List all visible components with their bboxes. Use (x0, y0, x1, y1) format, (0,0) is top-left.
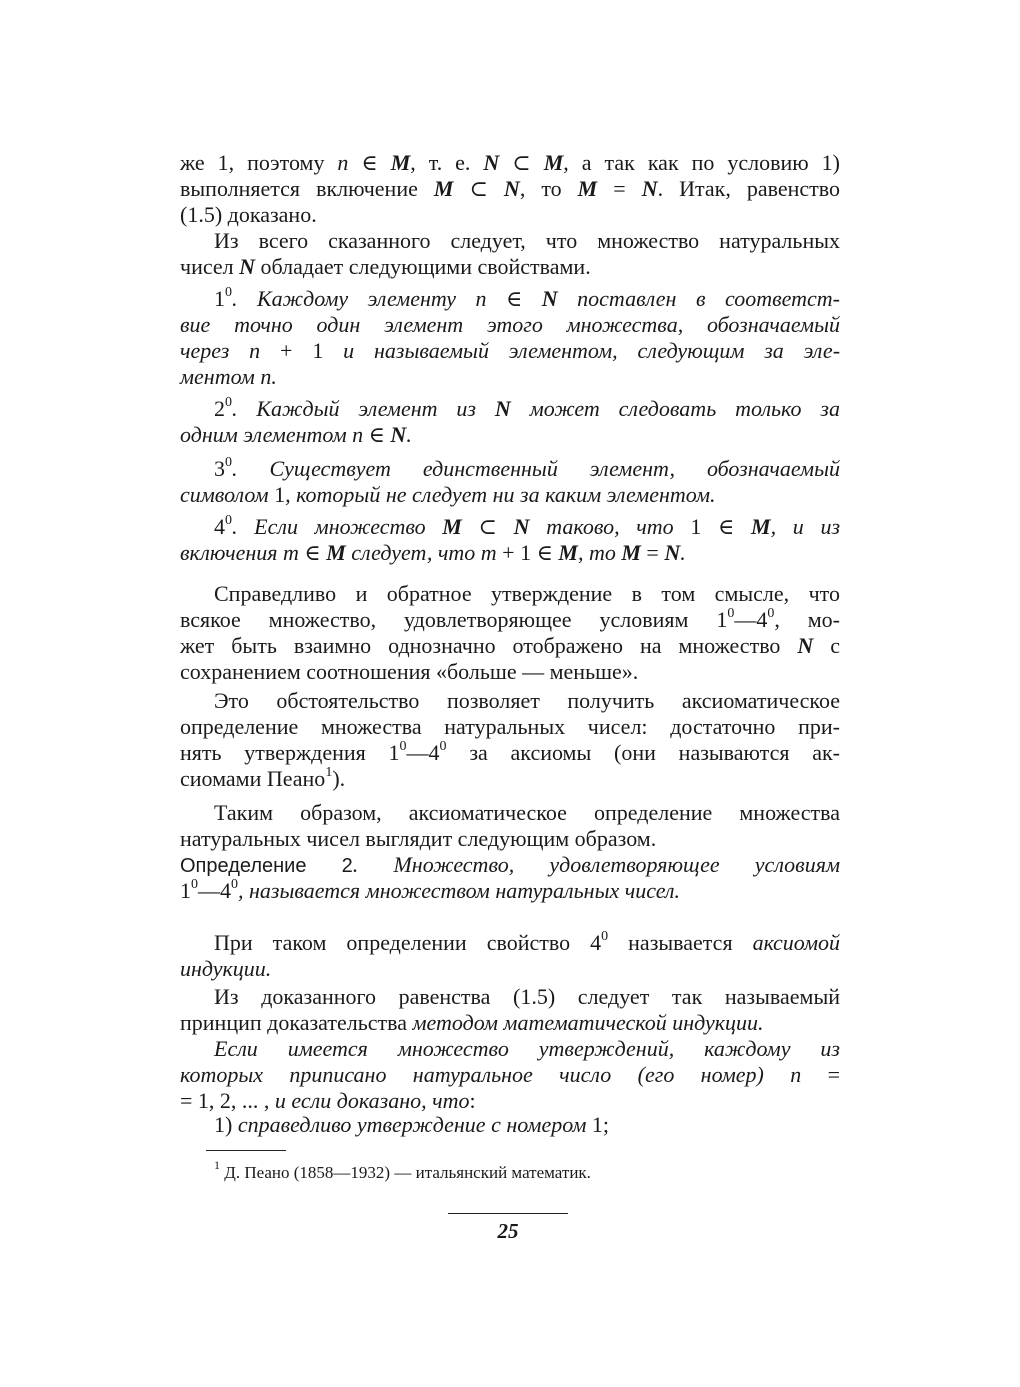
math-set: N (239, 254, 256, 279)
text-run: обладает следующими свойствами. (255, 254, 591, 279)
degree-mark: 0 (225, 284, 232, 300)
property-1 (180, 286, 840, 390)
math-number: 4 (220, 878, 231, 903)
text-run: 1; (591, 1112, 610, 1137)
text-line (180, 607, 840, 633)
text-run: . Множество, удовлетворяющее условиям (352, 852, 840, 877)
text-run: сохранением соотношения «больше — меньше». (180, 659, 639, 684)
math-symbol: + (280, 338, 293, 363)
text-run: через (180, 338, 250, 363)
paragraph-proof-end (180, 150, 840, 228)
text-run: индукции. (180, 956, 272, 981)
math-symbol: — (198, 878, 220, 903)
text-run: всякое множество, удовлетворяющее условиям (180, 607, 717, 632)
text-run: методом математической индукции. (412, 1010, 764, 1035)
math-set: M (543, 150, 564, 175)
text-run: с (813, 633, 840, 658)
text-line (180, 338, 840, 364)
text-run: символом (180, 482, 275, 507)
text-run: сиомами Пеано (180, 766, 326, 791)
math-symbol: — (406, 740, 429, 765)
text-line (180, 633, 840, 659)
property-3 (180, 456, 840, 508)
footnote-mark: 1 (214, 1158, 220, 1173)
text-run: может следовать только за (510, 396, 840, 421)
math-symbol: ⊂ (512, 150, 531, 175)
math-symbol: ∈ (361, 150, 378, 175)
math-set: N (641, 176, 658, 201)
degree-mark: 0 (399, 738, 407, 754)
degree-mark: 0 (727, 605, 735, 621)
math-number: 1 (716, 607, 728, 632)
property-number: 3 (214, 456, 225, 481)
definition-label: Определение 2 (180, 855, 353, 877)
math-set: M (390, 150, 411, 175)
text-run: , мо- (774, 607, 841, 632)
text-line (180, 202, 840, 228)
math-set: N (513, 514, 530, 539)
text-run: Из всего сказанного следует, что множество натуральных (214, 228, 840, 253)
math-var: n (352, 422, 364, 447)
text-run: = 1, 2, ... , (180, 1088, 275, 1113)
math-var: n (790, 1062, 802, 1087)
math-set: M (433, 176, 454, 201)
math-set: M (442, 514, 462, 539)
math-number: 1 (690, 514, 702, 539)
math-number: 4 (756, 607, 768, 632)
degree-mark: 0 (191, 876, 198, 892)
math-symbol: ∈ (536, 540, 553, 565)
footnote-text: Д. Пеано (1858—1932) — итальянский математик. (220, 1163, 591, 1182)
math-set: M (751, 514, 771, 539)
text-run: поставлен в соответст- (557, 286, 840, 311)
math-number: 1 (520, 540, 532, 565)
text-line (180, 826, 840, 852)
degree-mark: 0 (601, 928, 609, 944)
text-line (180, 581, 840, 607)
footnote-divider (206, 1150, 286, 1151)
text-run: чисел (180, 254, 240, 279)
math-number: 4 (590, 930, 602, 955)
text-line (180, 659, 840, 685)
text-run: вие точно один элемент этого множества, обозначаемый (180, 312, 840, 337)
math-symbol: = (613, 176, 626, 201)
text-line (180, 1036, 840, 1062)
text-run: аксиомой (752, 930, 841, 955)
text-run: Это обстоятельство позволяет получить аксиоматическое (214, 688, 840, 713)
page-number-divider (448, 1213, 568, 1214)
degree-mark: 0 (439, 738, 447, 754)
text-line (180, 1112, 840, 1138)
property-number: 4 (214, 514, 225, 539)
degree-mark: 0 (225, 512, 232, 528)
text-line: одним элементом n ∈ N. (180, 422, 412, 447)
text-line (180, 800, 840, 826)
text-line (180, 150, 840, 176)
text-line (180, 1010, 840, 1036)
text-run: Справедливо и обратное утверждение в том смысле, что (214, 581, 840, 606)
math-number: 1 (312, 338, 324, 363)
math-symbol: ⊂ (469, 176, 488, 201)
text-run: , то (519, 176, 578, 201)
math-set: N (483, 150, 500, 175)
text-run: , и из (770, 514, 841, 539)
text-line (180, 956, 840, 982)
text-run: которых приписано натуральное число (его номер) (180, 1062, 791, 1087)
math-symbol: ∈ (368, 422, 385, 447)
text-run: , который не следует ни за каким элементом. (285, 482, 716, 507)
text-run: нять утверждения (180, 740, 389, 765)
text-run: . Каждый элемент из (232, 396, 495, 421)
text-run: . Существует единственный элемент, обозначаемый (232, 456, 840, 481)
paragraph-converse (180, 581, 840, 685)
page-number: 25 (497, 1219, 519, 1243)
math-set: M (326, 540, 346, 565)
text-line (180, 176, 840, 202)
text-run: . Если множество (232, 514, 443, 539)
text-run: , а так как по условию 1) (563, 150, 841, 175)
math-number: 1 (180, 878, 191, 903)
text-line (180, 930, 840, 956)
text-run: При таком определении свойство (214, 930, 591, 955)
text-run: ). (332, 766, 346, 791)
math-set: N (664, 540, 681, 565)
text-line (180, 852, 840, 878)
text-line (180, 1062, 840, 1088)
math-var: n (475, 286, 487, 311)
text-line (180, 740, 840, 766)
text-run: : (469, 1088, 476, 1113)
text-run: справедливо утверждение с номером (237, 1112, 592, 1137)
text-line (180, 714, 840, 740)
text-run: , то (577, 540, 622, 565)
math-set: M (621, 540, 641, 565)
text-line (180, 1088, 840, 1114)
math-var: n (249, 338, 261, 363)
property-number: 1 (214, 286, 225, 311)
math-var: m (480, 540, 497, 565)
text-line (180, 254, 840, 280)
text-run: , называется множеством натуральных чисел. (238, 878, 681, 903)
text-line (180, 688, 840, 714)
math-symbol: — (734, 607, 757, 632)
text-run: . Каждому элементу (232, 286, 476, 311)
footnote (214, 1158, 591, 1183)
math-set: M (577, 176, 598, 201)
math-symbol: ∈ (718, 514, 735, 539)
text-run: . Итак, равенство (657, 176, 841, 201)
text-run: принцип доказательства (180, 1010, 413, 1035)
text-run: таково, что (529, 514, 691, 539)
text-line (180, 286, 840, 312)
text-run: и называемый элементом, следующим за эле- (323, 338, 841, 363)
list-item (180, 1112, 840, 1138)
degree-mark: 0 (767, 605, 775, 621)
text-run: одним элементом (180, 422, 353, 447)
text-run: Из доказанного равенства (1.5) следует так называемый (214, 984, 840, 1009)
degree-mark: 0 (231, 876, 238, 892)
degree-mark: 0 (225, 394, 232, 410)
paragraph-induction-principle (180, 984, 840, 1036)
text-line (180, 228, 840, 254)
degree-mark: 0 (225, 454, 232, 470)
text-run: , т. е. (410, 150, 484, 175)
math-var: n (260, 364, 272, 389)
text-run: натуральных чисел выглядит следующим образом. (180, 826, 657, 851)
text-run: включения (180, 540, 283, 565)
math-symbol: + (502, 540, 515, 565)
text-run: . (271, 364, 277, 389)
text-run: определение множества натуральных чисел: достаточно при- (180, 714, 840, 739)
math-var: n (337, 150, 349, 175)
math-set: N (541, 286, 558, 311)
text-run: жет быть взаимно однозначно отображено на множество (180, 633, 798, 658)
text-run: = (801, 1062, 840, 1087)
text-line (180, 984, 840, 1010)
text-run: же 1, поэтому (180, 150, 338, 175)
math-symbol: = (646, 540, 659, 565)
math-symbol: ⊂ (478, 514, 497, 539)
math-number: 1 (388, 740, 400, 765)
math-number: 4 (428, 740, 440, 765)
math-number: 1 (274, 482, 286, 507)
text-line: включения m ∈ M следует, что m + 1 ∈ M, то M = N. (180, 540, 686, 565)
footnote-mark: 1 (325, 764, 333, 780)
paragraph-properties-intro (180, 228, 840, 280)
math-set: N (503, 176, 520, 201)
math-symbol: ∈ (304, 540, 321, 565)
paragraph-axiomatic (180, 688, 840, 792)
paragraph-thus (180, 800, 840, 852)
paragraph-induction-statement (180, 1036, 840, 1114)
property-2 (180, 396, 840, 448)
text-line (180, 396, 840, 422)
text-run: 1) (214, 1112, 238, 1137)
math-set: M (558, 540, 578, 565)
math-set: N (390, 422, 407, 447)
math-set: N (797, 633, 814, 658)
text-run: и если доказано, что (274, 1088, 470, 1113)
math-set: N (494, 396, 511, 421)
paragraph-induction-axiom (180, 930, 840, 982)
math-var: m (283, 540, 299, 565)
text-run: называется (608, 930, 753, 955)
text-run: за аксиомы (они называются ак- (446, 740, 840, 765)
text-line (180, 364, 840, 390)
property-number: 2 (214, 396, 225, 421)
text-line (180, 766, 840, 792)
text-line (180, 482, 840, 508)
text-run: Если имеется множество утверждений, каждому из (214, 1036, 840, 1061)
text-line (180, 514, 840, 540)
text-line (180, 878, 840, 904)
text-run: ментом (180, 364, 261, 389)
text-line (180, 456, 840, 482)
text-run: (1.5) доказано. (180, 202, 317, 227)
property-4 (180, 514, 840, 566)
math-symbol: ∈ (505, 286, 523, 311)
text-run: следует, что (345, 540, 481, 565)
text-run: выполняется включение (180, 176, 434, 201)
text-line (180, 312, 840, 338)
definition-2 (180, 852, 840, 904)
text-run: Таким образом, аксиоматическое определение множества (214, 800, 840, 825)
